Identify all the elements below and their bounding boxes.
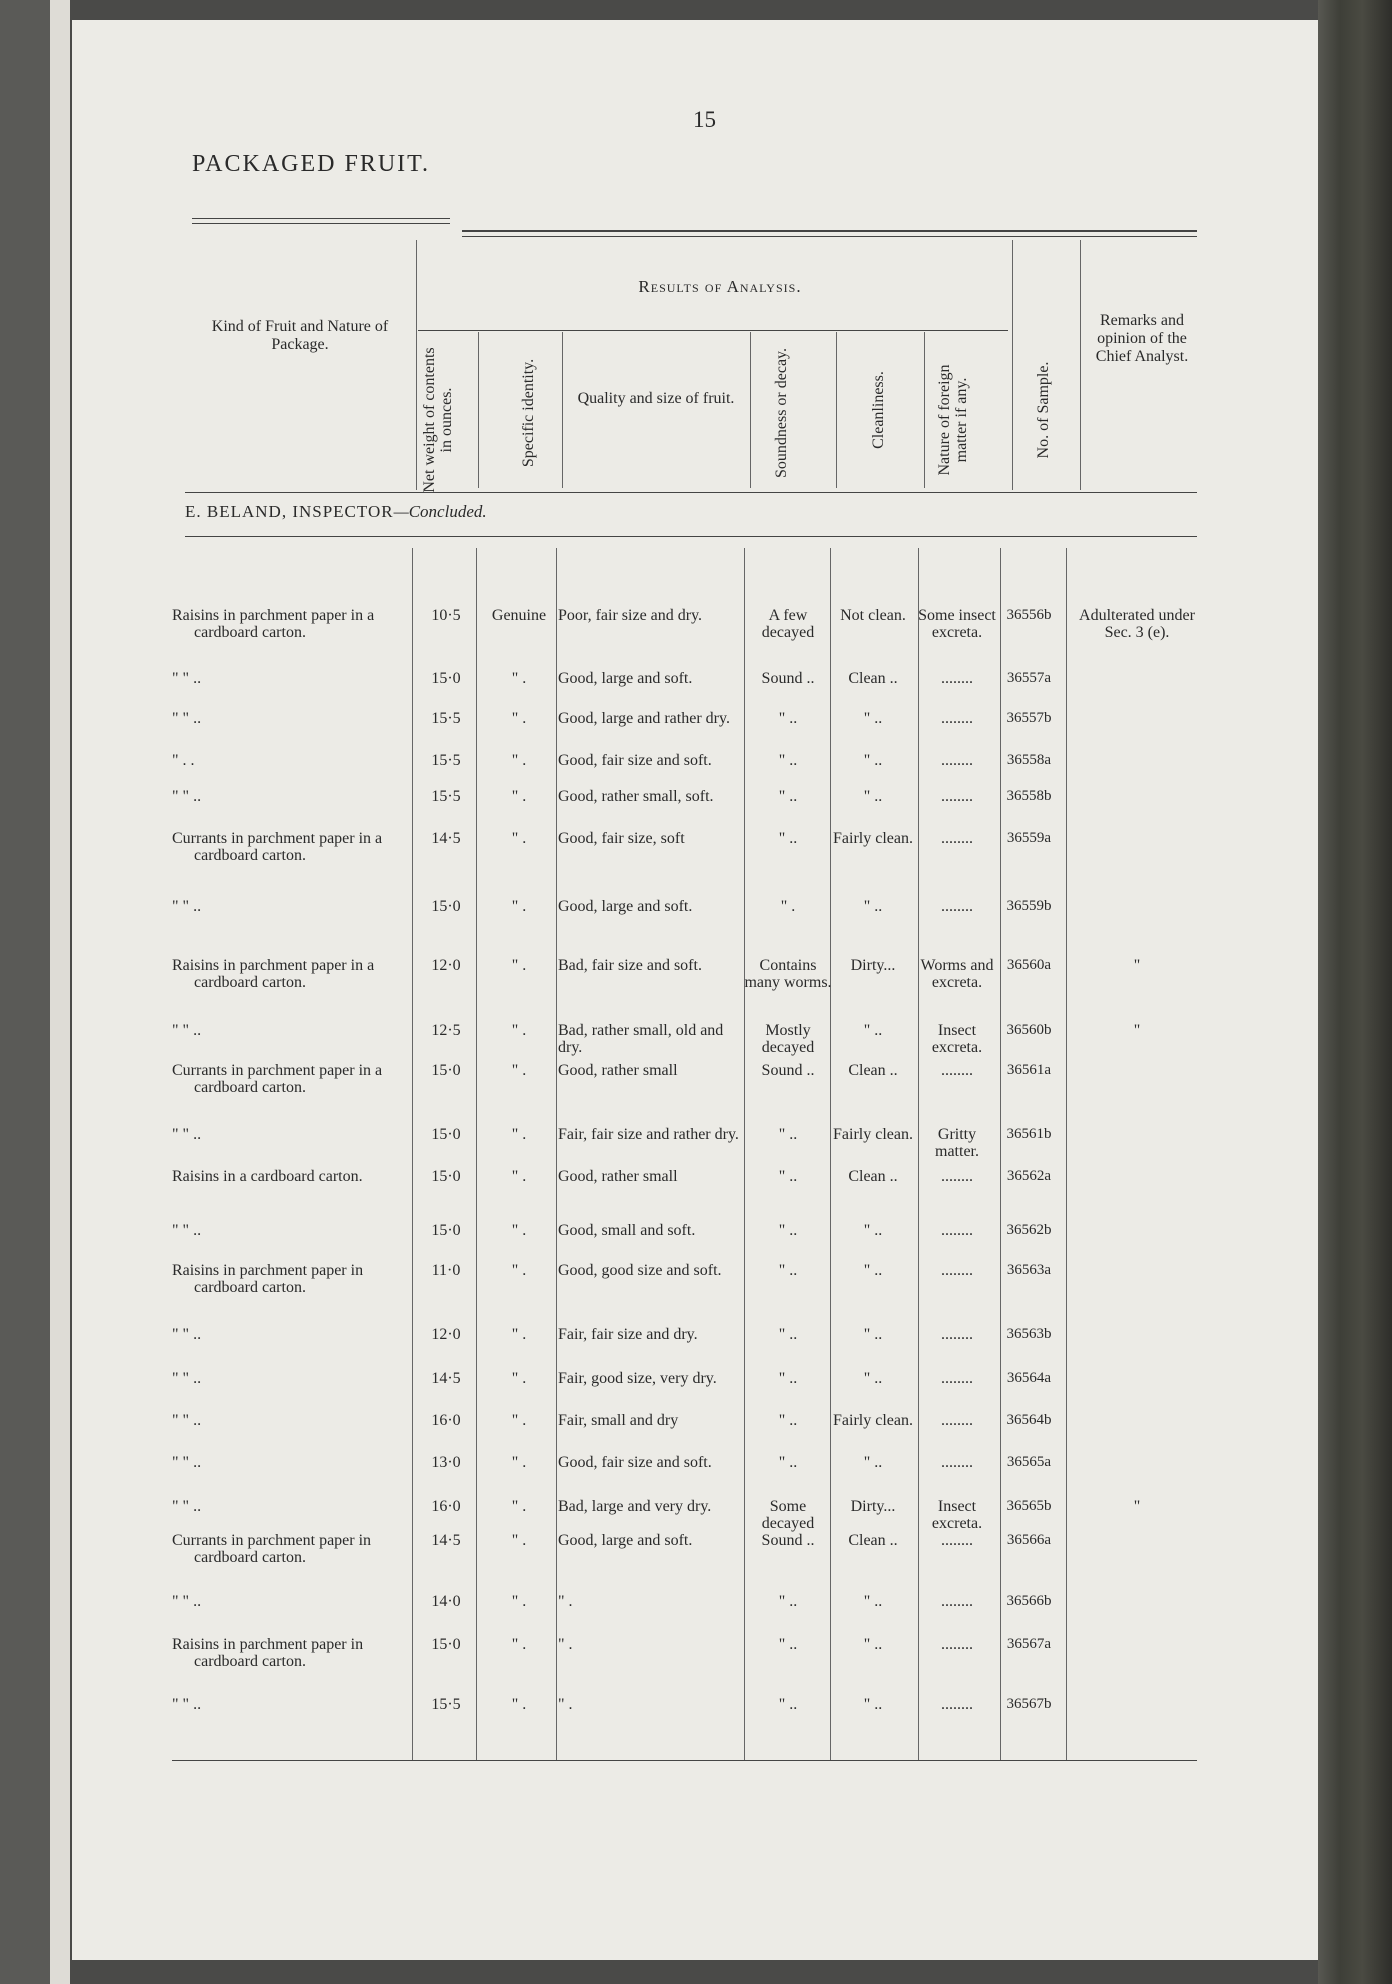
cell-kind — [172, 830, 408, 864]
cell-weight: 11·0 — [431, 1262, 461, 1279]
cell-kind — [172, 788, 408, 805]
cell-kind-text: " " .. — [172, 898, 202, 915]
top-rule-left — [192, 218, 450, 219]
cell-kind — [172, 1593, 408, 1610]
cell-kind-text: " " .. — [172, 1696, 202, 1713]
body-divider-foreign — [1000, 548, 1001, 1760]
cell-identity: " . — [511, 1262, 527, 1279]
cell-remarks: " — [1133, 957, 1141, 974]
cell-quality: Good, fair size and soft. — [558, 1454, 712, 1471]
cell-kind-text: " . . — [172, 752, 195, 769]
cell-soundness: " .. — [778, 1412, 798, 1429]
cell-cleanliness: " .. — [863, 1593, 883, 1610]
cell-kind-text: " " .. — [172, 1022, 202, 1039]
header-specific: Specific identity. — [520, 358, 537, 468]
cell-quality: Poor, fair size and dry. — [558, 607, 703, 624]
cell-quality: " . — [558, 1593, 573, 1610]
cell-kind-text: " " .. — [172, 1454, 202, 1471]
cell-kind — [172, 1498, 408, 1515]
cell-cleanliness: " .. — [863, 1222, 883, 1239]
cell-kind — [172, 607, 408, 641]
cell-quality: " . — [558, 1636, 573, 1653]
cell-soundness: Sound .. — [761, 1532, 815, 1549]
cell-kind — [172, 670, 408, 687]
body-divider-weight — [476, 548, 477, 1760]
cell-sample: 36561b — [1006, 1126, 1052, 1142]
cell-quality: Good, small and soft. — [558, 1222, 696, 1239]
cell-identity: " . — [511, 1168, 527, 1185]
cell-sample: 36560a — [1006, 957, 1052, 973]
cell-weight: 15·0 — [431, 1222, 461, 1239]
cell-kind — [172, 1126, 408, 1143]
cell-weight: 15·5 — [431, 752, 461, 769]
cell-weight: 15·0 — [431, 1126, 461, 1143]
header-foreign: Nature of foreign matter if any. — [936, 364, 970, 476]
header-divider-specific — [562, 332, 563, 488]
cell-kind — [172, 752, 408, 769]
cell-kind-text: Currants in parchment paper in cardboard carton. — [172, 1532, 372, 1566]
cell-identity: " . — [511, 1062, 527, 1079]
cell-kind — [172, 1696, 408, 1713]
cell-identity: " . — [511, 1593, 527, 1610]
cell-sample: 36563b — [1006, 1326, 1052, 1342]
cell-weight: 12·0 — [431, 957, 461, 974]
body-divider-sample — [1066, 548, 1067, 1760]
cell-foreign: ........ — [941, 1262, 973, 1279]
cell-kind — [172, 1636, 408, 1670]
cell-kind-text: Raisins in parchment paper in cardboard carton. — [172, 1636, 364, 1670]
cell-weight: 15·5 — [431, 1696, 461, 1713]
cell-identity: " . — [511, 788, 527, 805]
cell-kind-text: Raisins in parchment paper in cardboard carton. — [172, 1262, 364, 1296]
cell-foreign: Insect excreta. — [931, 1498, 983, 1532]
cell-kind-text: " " .. — [172, 710, 202, 727]
cell-weight: 16·0 — [431, 1412, 461, 1429]
table-bottom-rule — [172, 1760, 1197, 1761]
cell-foreign: ........ — [941, 1593, 973, 1610]
cell-sample: 36556b — [1006, 607, 1052, 623]
cell-sample: 36561a — [1006, 1062, 1052, 1078]
cell-identity: " . — [511, 1412, 527, 1429]
cell-weight: 14·5 — [431, 830, 461, 847]
cell-soundness: " .. — [778, 1696, 798, 1713]
cell-foreign: ........ — [941, 670, 973, 687]
cell-quality: Good, rather small — [558, 1168, 678, 1185]
cell-soundness: " .. — [778, 1126, 798, 1143]
header-kind: Kind of Fruit and Nature of Package. — [211, 318, 389, 353]
cell-weight: 12·0 — [431, 1326, 461, 1343]
cell-kind — [172, 1022, 408, 1039]
cell-identity: " . — [511, 1222, 527, 1239]
cell-kind-text: " " .. — [172, 1370, 202, 1387]
header-remarks: Remarks and opinion of the Chief Analyst. — [1095, 312, 1189, 365]
cell-foreign: ........ — [941, 1326, 973, 1343]
book-right-edge — [1318, 0, 1392, 1984]
cell-sample: 36559b — [1006, 898, 1052, 914]
cell-foreign: Some insect excreta. — [918, 607, 996, 641]
cell-soundness: " . — [780, 898, 796, 915]
inspector-suffix: —Concluded. — [393, 502, 487, 521]
header-divider-remarks — [1080, 240, 1081, 490]
cell-sample: 36564a — [1006, 1370, 1052, 1386]
cell-kind-text: " " .. — [172, 1326, 202, 1343]
cell-cleanliness: Clean .. — [848, 1532, 898, 1549]
cell-quality: Fair, small and dry — [558, 1412, 679, 1429]
cell-quality: Bad, fair size and soft. — [558, 957, 702, 974]
cell-quality: " . — [558, 1696, 573, 1713]
header-divider-soundness — [836, 332, 837, 488]
header-results: Results of Analysis. — [638, 277, 802, 296]
cell-quality: Good, large and soft. — [558, 670, 693, 687]
cell-foreign: Insect excreta. — [931, 1022, 983, 1056]
cell-foreign: Gritty matter. — [935, 1126, 979, 1160]
section-rule — [185, 536, 1197, 537]
inspector-heading — [185, 502, 487, 522]
cell-foreign: ........ — [941, 1532, 973, 1549]
cell-cleanliness: " .. — [863, 752, 883, 769]
cell-kind-text: Currants in parchment paper in a cardboard carton. — [172, 830, 383, 864]
cell-soundness: " .. — [778, 1168, 798, 1185]
cell-quality: Good, rather small, soft. — [558, 788, 714, 805]
cell-kind — [172, 957, 408, 991]
cell-cleanliness: Clean .. — [848, 1062, 898, 1079]
cell-kind — [172, 1262, 408, 1296]
cell-kind-text: " " .. — [172, 1222, 202, 1239]
cell-kind — [172, 1370, 408, 1387]
results-underline — [418, 330, 1008, 331]
cell-quality: Good, large and rather dry. — [558, 710, 730, 727]
cell-cleanliness: Fairly clean. — [833, 830, 913, 847]
cell-sample: 36565b — [1006, 1498, 1052, 1514]
cell-cleanliness: " .. — [863, 788, 883, 805]
cell-remarks: Adulterated under Sec. 3 (e). — [1079, 607, 1195, 641]
cell-soundness: Mostly decayed — [761, 1022, 815, 1056]
top-rule-right-2 — [462, 236, 1197, 237]
cell-quality: Bad, large and very dry. — [558, 1498, 712, 1515]
cell-identity: " . — [511, 1022, 527, 1039]
cell-soundness: Some decayed — [761, 1498, 815, 1532]
cell-kind — [172, 1062, 408, 1096]
cell-weight: 15·5 — [431, 788, 461, 805]
cell-soundness: " .. — [778, 788, 798, 805]
inspector-name: E. BELAND, INSPECTOR — [185, 502, 394, 521]
cell-identity: " . — [511, 1532, 527, 1549]
cell-sample: 36557a — [1006, 670, 1052, 686]
header-bottom-rule — [185, 492, 1197, 493]
cell-sample: 36567a — [1006, 1636, 1052, 1652]
header-soundness: Soundness or decay. — [773, 347, 790, 479]
cell-kind — [172, 710, 408, 727]
header-divider-sample — [1012, 240, 1013, 490]
cell-foreign: Worms and excreta. — [920, 957, 994, 991]
cell-foreign: ........ — [941, 1412, 973, 1429]
cell-cleanliness: " .. — [863, 1370, 883, 1387]
cell-weight: 16·0 — [431, 1498, 461, 1515]
cell-cleanliness: " .. — [863, 1454, 883, 1471]
cell-weight: 15·5 — [431, 710, 461, 727]
cell-quality: Bad, rather small, old and dry. — [558, 1022, 724, 1056]
header-quality: Quality and size of fruit. — [577, 390, 735, 407]
cell-kind — [172, 898, 408, 915]
cell-cleanliness: Clean .. — [848, 670, 898, 687]
cell-foreign: ........ — [941, 752, 973, 769]
cell-weight: 14·5 — [431, 1370, 461, 1387]
header-divider-cleanliness — [924, 332, 925, 488]
cell-foreign: ........ — [941, 1168, 973, 1185]
cell-quality: Fair, fair size and dry. — [558, 1326, 698, 1343]
cell-kind-text: " " .. — [172, 1593, 202, 1610]
header-sample: No. of Sample. — [1035, 361, 1052, 459]
cell-sample: 36558b — [1006, 788, 1052, 804]
cell-kind-text: Raisins in a cardboard carton. — [172, 1168, 363, 1185]
cell-foreign: ........ — [941, 1696, 973, 1713]
cell-sample: 36566a — [1006, 1532, 1052, 1548]
cell-sample: 36563a — [1006, 1262, 1052, 1278]
cell-weight: 15·0 — [431, 1636, 461, 1653]
page-heading: PACKAGED FRUIT. — [192, 151, 431, 177]
cell-identity: " . — [511, 670, 527, 687]
cell-kind-text: " " .. — [172, 1126, 202, 1143]
cell-kind — [172, 1532, 408, 1566]
cell-foreign: ........ — [941, 788, 973, 805]
cell-cleanliness: " .. — [863, 710, 883, 727]
top-rule-right — [462, 230, 1197, 232]
cell-sample: 36562b — [1006, 1222, 1052, 1238]
page-number: 15 — [693, 107, 716, 132]
cell-cleanliness: Dirty... — [850, 1498, 896, 1515]
cell-kind — [172, 1412, 408, 1429]
cell-foreign: ........ — [941, 1222, 973, 1239]
cell-soundness: Sound .. — [761, 1062, 815, 1079]
cell-soundness: A few decayed — [761, 607, 815, 641]
cell-sample: 36558a — [1006, 752, 1052, 768]
cell-foreign: ........ — [941, 898, 973, 915]
cell-sample: 36566b — [1006, 1593, 1052, 1609]
cell-cleanliness: " .. — [863, 1262, 883, 1279]
cell-kind — [172, 1454, 408, 1471]
cell-weight: 15·0 — [431, 898, 461, 915]
cell-soundness: Sound .. — [761, 670, 815, 687]
cell-cleanliness: Fairly clean. — [833, 1126, 913, 1143]
cell-foreign: ........ — [941, 1454, 973, 1471]
cell-identity: " . — [511, 898, 527, 915]
header-divider-weight — [478, 332, 479, 488]
cell-soundness: " .. — [778, 1222, 798, 1239]
cell-quality: Good, fair size and soft. — [558, 752, 712, 769]
cell-soundness: " .. — [778, 1636, 798, 1653]
cell-soundness: Contains many worms. — [744, 957, 832, 991]
cell-foreign: ........ — [941, 830, 973, 847]
cell-cleanliness: " .. — [863, 898, 883, 915]
cell-foreign: ........ — [941, 710, 973, 727]
cell-kind-text: Currants in parchment paper in a cardboard carton. — [172, 1062, 383, 1096]
cell-identity: " . — [511, 830, 527, 847]
cell-identity: " . — [511, 1370, 527, 1387]
cell-weight: 13·0 — [431, 1454, 461, 1471]
cell-soundness: " .. — [778, 1262, 798, 1279]
cell-sample: 36560b — [1006, 1022, 1052, 1038]
cell-sample: 36559a — [1006, 830, 1052, 846]
cell-kind — [172, 1168, 408, 1185]
cell-kind — [172, 1326, 408, 1343]
body-divider-soundness — [830, 548, 831, 1760]
cell-identity: " . — [511, 957, 527, 974]
cell-quality: Good, large and soft. — [558, 898, 693, 915]
facing-page-strip — [50, 0, 70, 1984]
cell-identity: Genuine — [491, 607, 547, 624]
cell-sample: 36567b — [1006, 1696, 1052, 1712]
book-left-edge — [0, 0, 70, 1984]
cell-soundness: " .. — [778, 752, 798, 769]
cell-identity: " . — [511, 1498, 527, 1515]
cell-sample: 36562a — [1006, 1168, 1052, 1184]
cell-weight: 10·5 — [431, 607, 461, 624]
cell-cleanliness: Not clean. — [840, 607, 906, 624]
cell-cleanliness: " .. — [863, 1696, 883, 1713]
cell-foreign: ........ — [941, 1370, 973, 1387]
cell-soundness: " .. — [778, 1370, 798, 1387]
cell-identity: " . — [511, 1126, 527, 1143]
cell-foreign: ........ — [941, 1062, 973, 1079]
cell-kind-text: " " .. — [172, 788, 202, 805]
cell-identity: " . — [511, 752, 527, 769]
cell-soundness: " .. — [778, 1454, 798, 1471]
cell-identity: " . — [511, 1326, 527, 1343]
cell-quality: Good, large and soft. — [558, 1532, 693, 1549]
cell-quality: Good, good size and soft. — [558, 1262, 722, 1279]
cell-cleanliness: Clean .. — [848, 1168, 898, 1185]
cell-foreign: ........ — [941, 1636, 973, 1653]
header-net-weight: Net weight of contents in ounces. — [421, 347, 455, 493]
cell-kind-text: Raisins in parchment paper in a cardboard carton. — [172, 607, 375, 641]
cell-kind — [172, 1222, 408, 1239]
cell-soundness: " .. — [778, 1593, 798, 1610]
cell-identity: " . — [511, 1636, 527, 1653]
cell-cleanliness: " .. — [863, 1636, 883, 1653]
body-divider-specific — [556, 548, 557, 1760]
cell-quality: Fair, fair size and rather dry. — [558, 1126, 739, 1143]
cell-kind-text: " " .. — [172, 1412, 202, 1429]
cell-cleanliness: Dirty... — [850, 957, 896, 974]
cell-cleanliness: " .. — [863, 1326, 883, 1343]
cell-weight: 15·0 — [431, 670, 461, 687]
cell-remarks: " — [1133, 1498, 1141, 1515]
body-divider-quality — [744, 548, 745, 1760]
cell-kind-text: Raisins in parchment paper in a cardboard carton. — [172, 957, 375, 991]
cell-weight: 15·0 — [431, 1062, 461, 1079]
cell-identity: " . — [511, 1696, 527, 1713]
cell-weight: 12·5 — [431, 1022, 461, 1039]
cell-identity: " . — [511, 710, 527, 727]
cell-weight: 14·0 — [431, 1593, 461, 1610]
cell-sample: 36565a — [1006, 1454, 1052, 1470]
header-divider-quality — [750, 332, 751, 488]
cell-weight: 14·5 — [431, 1532, 461, 1549]
cell-sample: 36557b — [1006, 710, 1052, 726]
cell-identity: " . — [511, 1454, 527, 1471]
cell-cleanliness: Fairly clean. — [833, 1412, 913, 1429]
cell-soundness: " .. — [778, 710, 798, 727]
cell-soundness: " .. — [778, 1326, 798, 1343]
body-divider-kind — [412, 548, 413, 1760]
cell-kind-text: " " .. — [172, 670, 202, 687]
cell-quality: Good, fair size, soft — [558, 830, 685, 847]
cell-quality: Good, rather small — [558, 1062, 678, 1079]
cell-cleanliness: " .. — [863, 1022, 883, 1039]
cell-remarks: " — [1133, 1022, 1141, 1039]
cell-sample: 36564b — [1006, 1412, 1052, 1428]
cell-quality: Fair, good size, very dry. — [558, 1370, 717, 1387]
header-divider-kind — [416, 240, 417, 490]
top-rule-left-2 — [192, 223, 450, 224]
cell-weight: 15·0 — [431, 1168, 461, 1185]
cell-kind-text: " " .. — [172, 1498, 202, 1515]
header-cleanliness: Cleanliness. — [870, 371, 887, 449]
cell-soundness: " .. — [778, 830, 798, 847]
